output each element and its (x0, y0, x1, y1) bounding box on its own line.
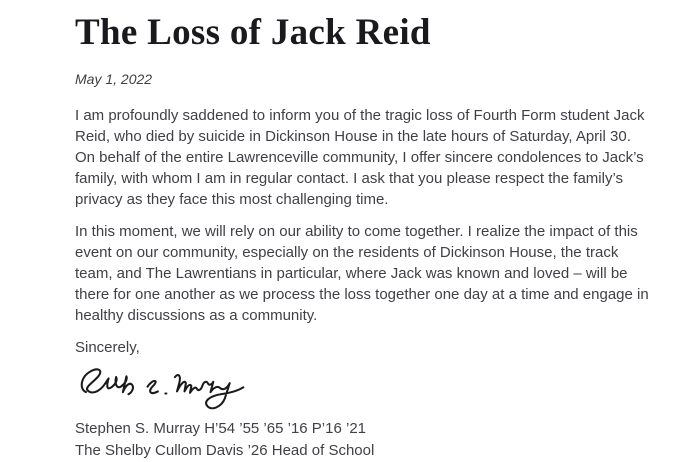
letter-paragraph-1: I am profoundly saddened to inform you of the tragic loss of Fourth Form student Jack Reid, who died by suicide in Dickinson House in the late hours of Saturday, April 30. On behalf of the entire Lawrenceville community, I offer sincere condolences to Jack’s family, with whom I am in regular contact. I ask that you please respect the family’s privacy as they face this most challenging time. (75, 106, 645, 208)
signature-image (75, 362, 253, 414)
letter-closing: Sincerely, (75, 338, 140, 356)
page-title: The Loss of Jack Reid (75, 12, 431, 53)
letter-document (75, 12, 655, 462)
letter-date: May 1, 2022 (75, 70, 153, 87)
letter-paragraph-2: In this moment, we will rely on our ability to come together. I realize the impact of this event on our community, especially on the residents of Dickinson House, the track team, and The Lawrentians in particular, where Jack was known and loved – will be there for one another as we process the loss together one day at a time and engage in healthy discussions as a community. (75, 222, 649, 324)
signer-role: The Shelby Cullom Davis ’26 Head of School (75, 441, 375, 459)
signer-name: Stephen S. Murray H’54 ’55 ’65 ’16 P’16 ’21 (75, 419, 367, 437)
